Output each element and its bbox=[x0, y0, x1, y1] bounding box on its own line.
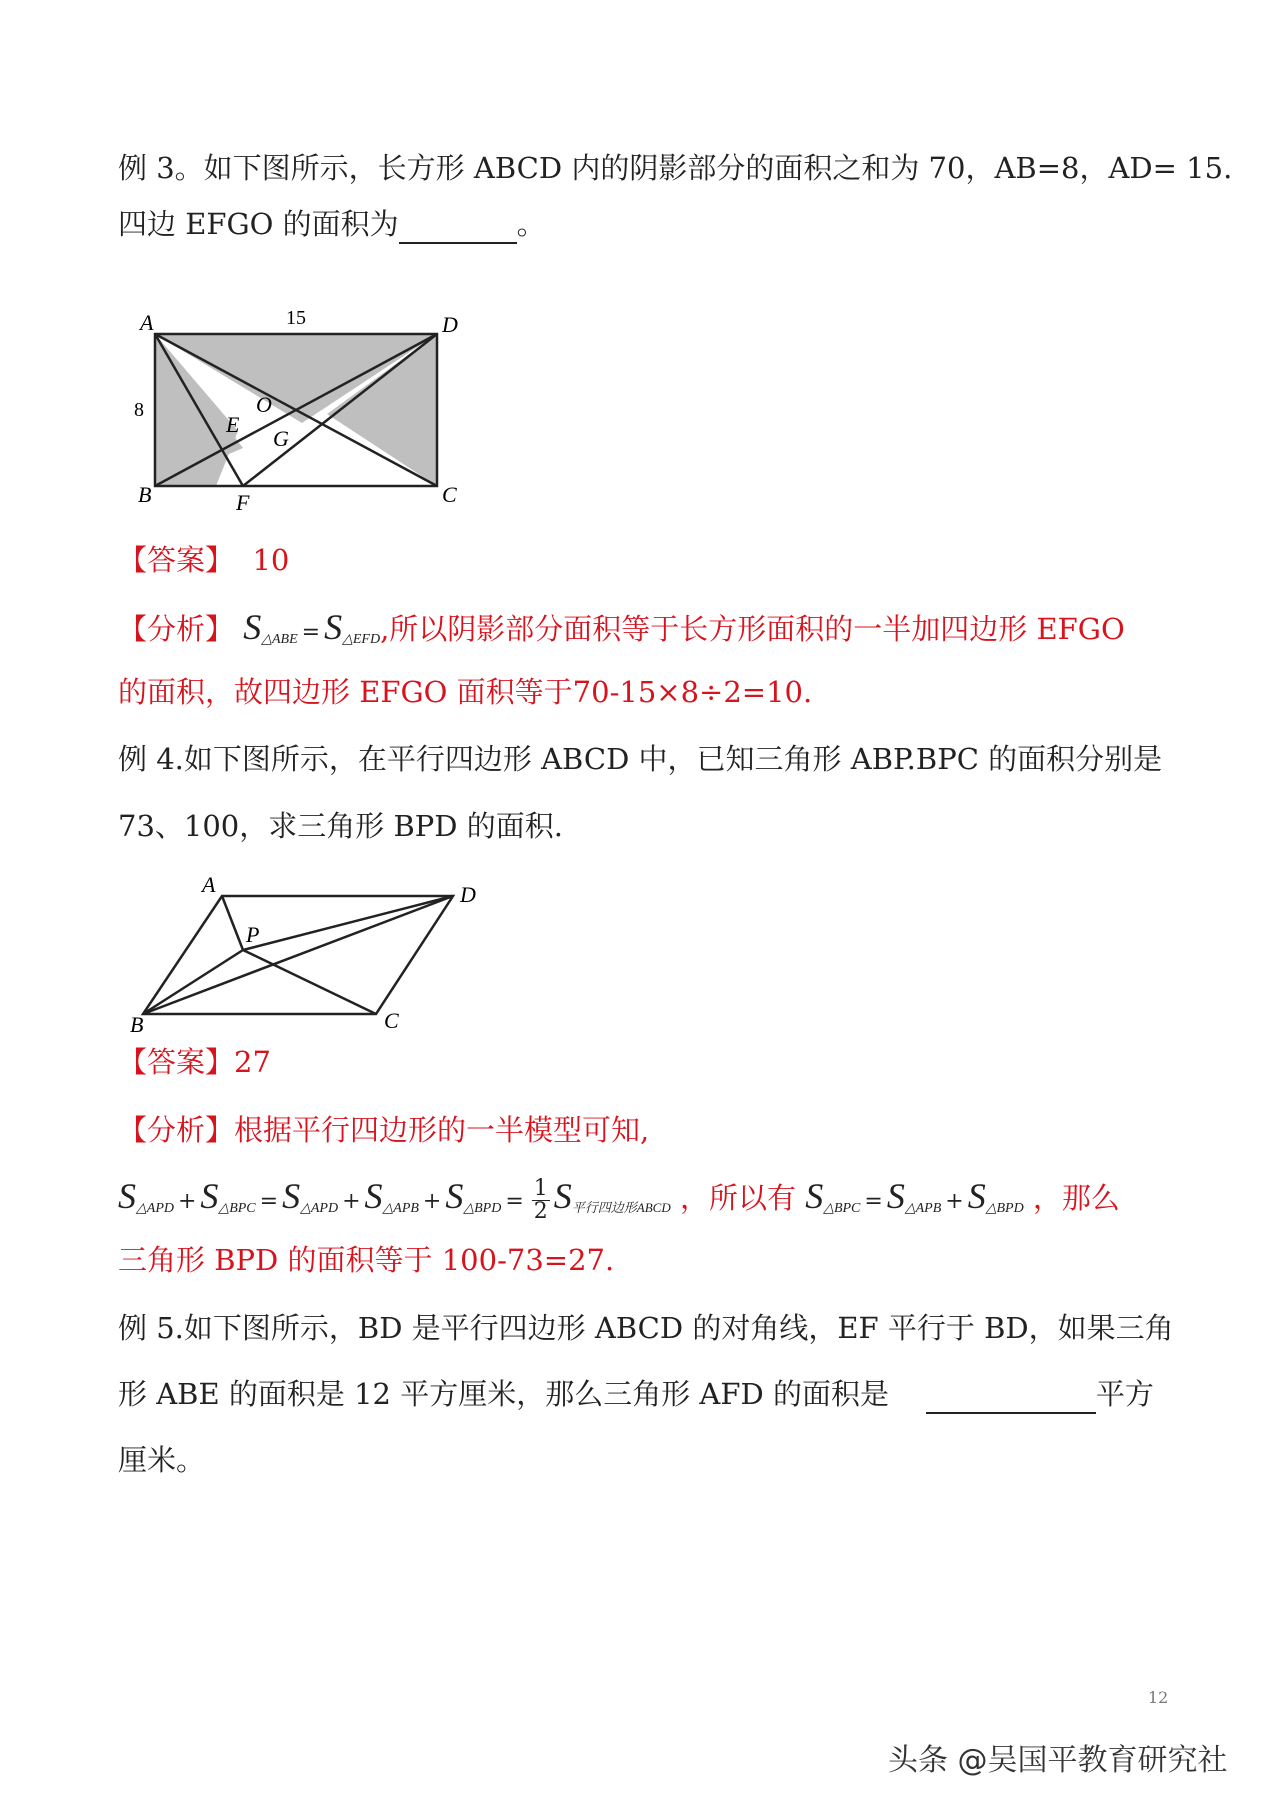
label-a: A bbox=[140, 310, 154, 335]
ex5-question-line2 bbox=[118, 1374, 1178, 1414]
label-e: E bbox=[226, 412, 240, 437]
answer-tag: 【答案】 bbox=[118, 543, 235, 577]
ex3-rectangle-figure bbox=[128, 300, 488, 515]
analysis-text: ,所以阴影部分面积等于长方形面积的一半加四边形 EFGO bbox=[380, 612, 1125, 646]
label-d: D bbox=[442, 312, 458, 337]
answer-blank bbox=[399, 212, 517, 244]
ex4-question-line2: 73、100，求三角形 BPD 的面积. bbox=[118, 809, 563, 843]
ex3-analysis-line1: 【分析】 $S_{\triangle ABE} = S_{\triangle EFD}$,所以阴影部分面积等于长方形面积的一半加四边形 EFGO bbox=[118, 607, 1125, 647]
page-number: 12 bbox=[1148, 1688, 1169, 1707]
analysis-tag: 【分析】 bbox=[118, 612, 235, 646]
ex4-parallelogram-figure bbox=[128, 872, 498, 1032]
ex5-question-text: 形 ABE 的面积是 12 平方厘米，那么三角形 AFD 的面积是 bbox=[118, 1377, 889, 1411]
label-o: O bbox=[256, 392, 272, 417]
ex3-analysis-line2: 的面积，故四边形 EFGO 面积等于70-15×8÷2=10. bbox=[118, 675, 813, 709]
label-c: C bbox=[442, 482, 457, 507]
line-pc bbox=[243, 950, 376, 1014]
ex5-question-line3: 厘米。 bbox=[118, 1443, 206, 1477]
label-top-length: 15 bbox=[286, 307, 306, 329]
ex3-question-text: 四边 EFGO 的面积为 bbox=[118, 207, 399, 241]
ex5-question-line1: 例 5.如下图所示，BD 是平行四边形 ABCD 的对角线，EF 平行于 BD，如果三角 bbox=[118, 1311, 1174, 1345]
line-pa bbox=[222, 896, 243, 950]
ex5-question-unit: 平方 bbox=[1095, 1377, 1154, 1411]
ex3-answer bbox=[118, 540, 1178, 580]
label-left-length: 8 bbox=[134, 399, 144, 421]
ex4-analysis-line1: 【分析】根据平行四边形的一半模型可知, bbox=[118, 1113, 650, 1147]
ex3-question-end: 。 bbox=[516, 207, 546, 241]
ex4-analysis-line3: 三角形 BPD 的面积等于 100-73=27. bbox=[118, 1243, 615, 1277]
answer-value: 27 bbox=[234, 1045, 271, 1079]
ex3-question-line2 bbox=[118, 204, 1178, 244]
label-g: G bbox=[273, 426, 289, 451]
label-a: A bbox=[202, 872, 216, 897]
ex3-question-line1: 例 3。如下图所示，长方形 ABCD 内的阴影部分的面积之和为 70，AB=8，AD= 15. bbox=[118, 151, 1233, 185]
ex4-question-line1: 例 4.如下图所示，在平行四边形 ABCD 中，已知三角形 ABP.BPC 的面积分别是 bbox=[118, 742, 1163, 776]
ex4-analysis-formula: $S_{\triangle APD} + S_{\triangle BPC} = S_{\triangle APD} + S_{\triangle APB} + S_{\triangle BPD}$ = $\frac{1}{2}$ $S_{平行四边形ABCD}$ ，所以有 $S_{\triangle BPC} = S_{\triangle APB} + S_{\triangle BPD}$ ，那么 bbox=[118, 1175, 1120, 1224]
answer-blank bbox=[926, 1382, 1096, 1414]
label-b: B bbox=[130, 1012, 144, 1032]
ex4-answer bbox=[118, 1042, 1178, 1082]
label-c: C bbox=[384, 1008, 399, 1032]
line-pd bbox=[243, 896, 453, 950]
fraction-one-half: $\frac{1}{2}$ bbox=[533, 1175, 548, 1224]
label-d: D bbox=[460, 882, 476, 907]
label-p: P bbox=[246, 922, 260, 947]
line-bd bbox=[143, 896, 453, 1014]
answer-value: 10 bbox=[252, 543, 290, 577]
label-b: B bbox=[138, 482, 152, 507]
watermark: 头条 @吴国平教育研究社 bbox=[888, 1743, 1228, 1778]
answer-tag: 【答案】 bbox=[118, 1045, 235, 1079]
label-f: F bbox=[236, 490, 250, 515]
